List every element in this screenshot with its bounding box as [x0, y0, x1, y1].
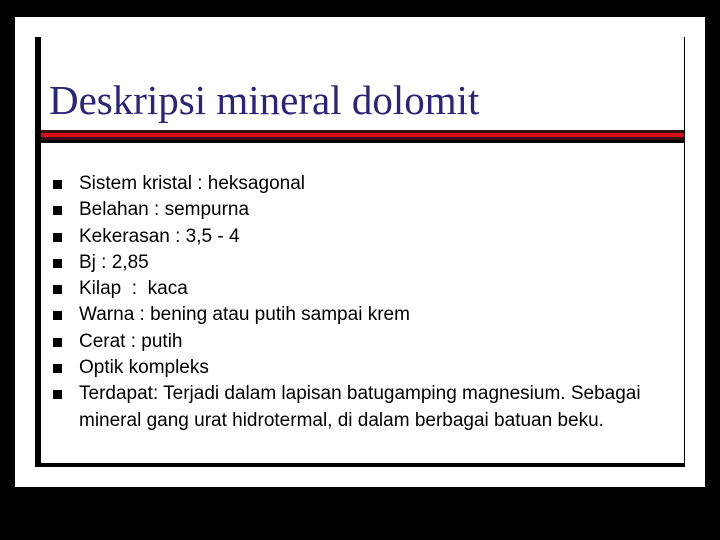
square-bullet-icon — [53, 285, 62, 294]
title-rule-bottom — [41, 137, 684, 140]
square-bullet-icon — [53, 311, 62, 320]
square-bullet-icon — [53, 233, 62, 242]
bullet-text: Bj : 2,85 — [79, 251, 149, 273]
bullet-list — [41, 171, 661, 434]
bullet-text: Cerat : putih — [79, 330, 183, 352]
bullet-text: Warna : bening atau putih sampai krem — [79, 304, 410, 326]
bullet-item-belahan — [41, 197, 661, 223]
square-bullet-icon — [53, 259, 62, 268]
square-bullet-icon — [53, 180, 62, 189]
bullet-item-sistem-kristal — [41, 171, 661, 197]
bullet-text: Terdapat: Terjadi dalam lapisan batugamping magnesium. Sebagai mineral gang urat hidrotermal, di dalam berbagai batuan beku. — [79, 383, 641, 431]
bullet-item-kekerasan — [41, 224, 661, 250]
bullet-item-bj — [41, 250, 661, 276]
square-bullet-icon — [53, 364, 62, 373]
bullet-text: Sistem kristal : heksagonal — [79, 173, 305, 194]
square-bullet-icon — [53, 338, 62, 347]
bullet-text: Belahan : sempurna — [79, 199, 250, 221]
bullet-item-kilap — [41, 276, 661, 302]
bullet-item-warna — [41, 302, 661, 328]
bullet-text: Kekerasan : 3,5 - 4 — [79, 225, 240, 247]
square-bullet-icon — [53, 390, 62, 399]
slide-title: Deskripsi mineral dolomit — [49, 77, 480, 123]
bullet-item-optik — [41, 355, 661, 381]
bullet-text: Optik kompleks — [79, 357, 209, 379]
title-panel — [41, 37, 684, 130]
square-bullet-icon — [53, 206, 62, 215]
bullet-item-cerat — [41, 329, 661, 355]
content-panel — [41, 143, 684, 463]
bullet-item-terdapat — [41, 381, 661, 434]
bullet-text: Kilap : kaca — [79, 278, 188, 300]
